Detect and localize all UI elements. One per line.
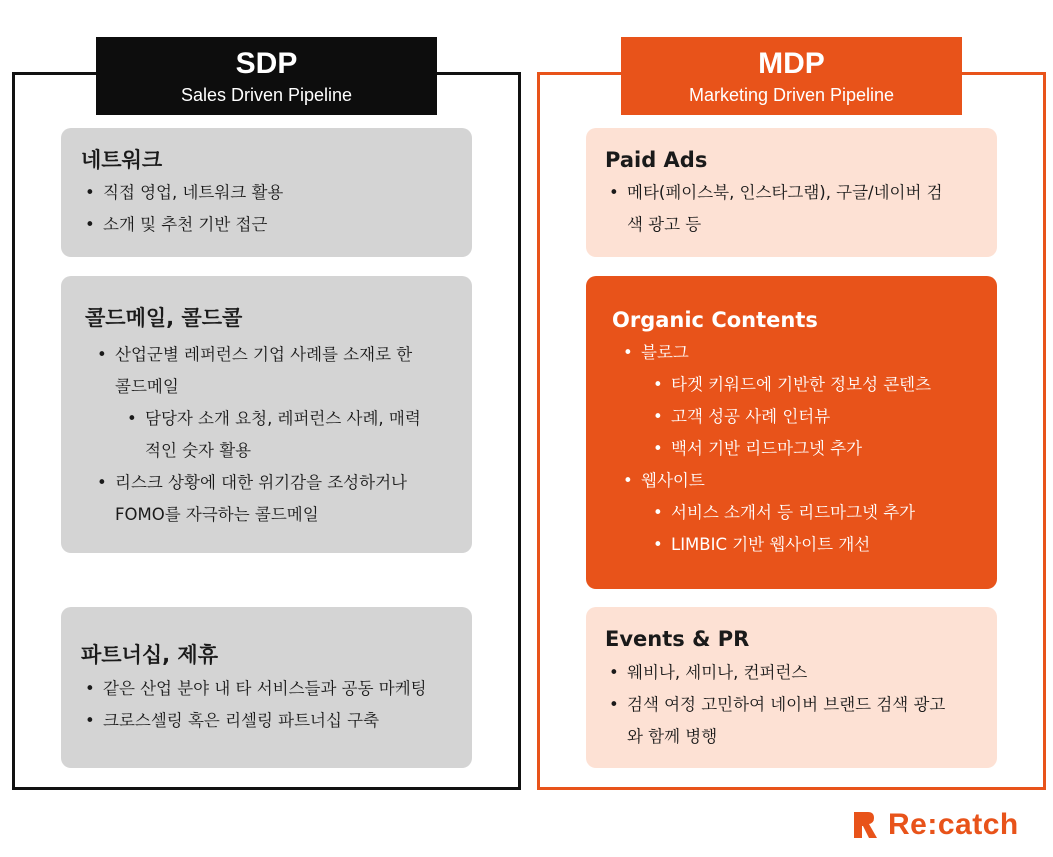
list-item: • 소개 및 추천 기반 접근	[81, 209, 283, 241]
bullet-list	[81, 177, 283, 241]
bullet-list	[93, 339, 421, 531]
list-subitem: • LIMBIC 기반 웹사이트 개선	[619, 529, 931, 561]
card-title: Organic Contents	[612, 308, 818, 332]
list-item: • 웹사이트	[619, 465, 931, 497]
mdp-card-paid-ads	[586, 128, 997, 257]
list-subitem: • 담당자 소개 요청, 레퍼런스 사례, 매력	[93, 403, 421, 435]
list-item-continued: 콜드메일	[115, 377, 179, 396]
card-title: Events & PR	[605, 627, 750, 651]
sdp-header	[96, 37, 437, 115]
list-subitem: • 서비스 소개서 등 리드마그넷 추가	[619, 497, 931, 529]
list-subitem-continued: 적인 숫자 활용	[145, 441, 252, 460]
list-item: • 메타(페이스북, 인스타그램), 구글/네이버 검	[605, 177, 943, 209]
card-title: 콜드메일, 콜드콜	[85, 306, 243, 330]
sdp-card-coldmail	[61, 276, 472, 553]
list-item-continued: 색 광고 등	[627, 215, 702, 234]
list-subitem: • 고객 성공 사례 인터뷰	[619, 401, 931, 433]
bullet-list	[619, 337, 931, 561]
list-item: • 블로그	[619, 337, 931, 369]
list-item: • 웨비나, 세미나, 컨퍼런스	[605, 657, 945, 689]
list-item-continued: FOMO를 자극하는 콜드메일	[115, 505, 319, 524]
bullet-list	[605, 657, 945, 753]
recatch-logo-icon	[854, 812, 878, 838]
bullet-list	[81, 673, 427, 737]
card-title: Paid Ads	[605, 148, 708, 172]
logo-text: Re:catch	[888, 808, 1019, 841]
bullet-list	[605, 177, 943, 241]
mdp-card-organic-contents	[586, 276, 997, 589]
sdp-card-partnership	[61, 607, 472, 768]
list-subitem: • 백서 기반 리드마그넷 추가	[619, 433, 931, 465]
list-item: • 검색 여정 고민하여 네이버 브랜드 검색 광고	[605, 689, 945, 721]
sdp-subtitle: Sales Driven Pipeline	[180, 85, 353, 105]
list-item: • 직접 영업, 네트워크 활용	[81, 177, 283, 209]
list-subitem: • 타겟 키워드에 기반한 정보성 콘텐츠	[619, 369, 931, 401]
card-title: 파트너십, 제휴	[81, 643, 219, 667]
list-item: • 같은 산업 분야 내 타 서비스들과 공동 마케팅	[81, 673, 427, 705]
recatch-logo	[854, 805, 1019, 845]
list-item-continued: 와 함께 병행	[627, 727, 718, 746]
list-item: • 산업군별 레퍼런스 기업 사례를 소재로 한	[93, 339, 421, 371]
card-title: 네트워크	[81, 148, 163, 172]
mdp-title: MDP	[758, 47, 825, 80]
sdp-title: SDP	[235, 47, 298, 80]
mdp-header	[621, 37, 962, 115]
mdp-subtitle: Marketing Driven Pipeline	[688, 85, 895, 105]
list-item: • 리스크 상황에 대한 위기감을 조성하거나	[93, 467, 421, 499]
sdp-card-network	[61, 128, 472, 257]
list-item: • 크로스셀링 혹은 리셀링 파트너십 구축	[81, 705, 427, 737]
mdp-card-events-pr	[586, 607, 997, 768]
